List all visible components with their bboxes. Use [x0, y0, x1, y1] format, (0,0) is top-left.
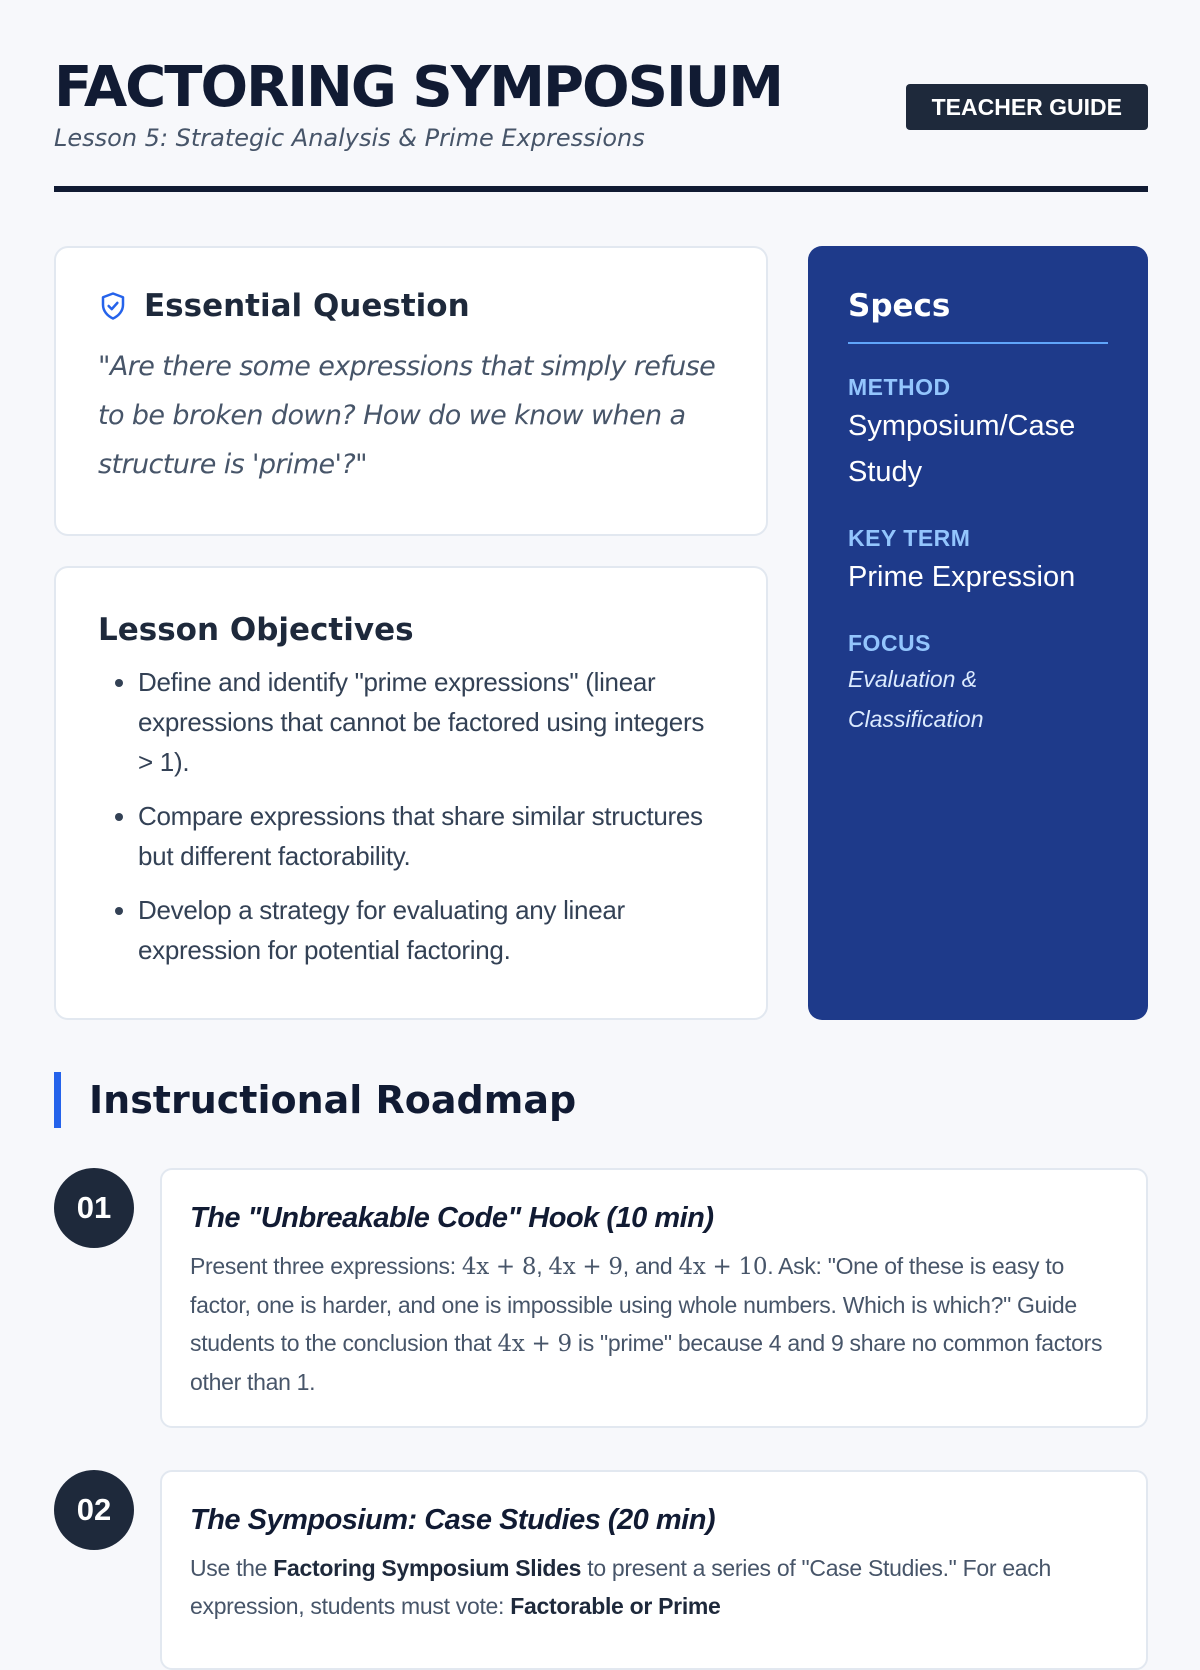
roadmap-step-card [160, 1470, 1148, 1670]
step-title: The Symposium: Case Studies (20 min) [190, 1504, 716, 1536]
specs-panel [808, 246, 1148, 1020]
roadmap-heading: Instructional Roadmap [54, 1072, 576, 1128]
step-text: . Ask: "One of these is easy to factor, one is harder, and one is impossible using whole numbers. Which is which?" Guide students to the conclusion that [190, 1253, 1077, 1356]
specs-title: Specs [848, 288, 1108, 344]
focus-value: Evaluation & Classification [848, 666, 984, 732]
lesson-objectives-card [54, 566, 768, 1020]
page-subtitle: Lesson 5: Strategic Analysis & Prime Expressions [54, 124, 645, 152]
shield-check-icon [98, 291, 128, 321]
step-text: Present three expressions: [190, 1253, 462, 1279]
step-number-badge: 02 [54, 1470, 134, 1550]
slides-reference: Factoring Symposium Slides [273, 1555, 582, 1581]
objective-item: • Compare expressions that share similar structures but different factorability. [138, 796, 724, 876]
lesson-objectives-heading: Lesson Objectives [98, 612, 414, 648]
step-text: , and [622, 1253, 679, 1279]
step-title: The "Unbreakable Code" Hook (10 min) [190, 1202, 714, 1234]
math-expression: 4x + 9 [548, 1254, 623, 1280]
page-title: FACTORING SYMPOSIUM [54, 55, 782, 120]
key-term-value: Prime Expression [848, 561, 1076, 593]
math-expression: 4x + 8 [461, 1254, 537, 1280]
essential-question-text: "Are there some expressions that simply refuse to be broken down? How do we know when a structure is 'prime'?" [98, 351, 716, 480]
objective-item: • Define and identify "prime expressions" (linear expressions that cannot be factored using integers > 1). [138, 662, 724, 782]
header-divider [54, 186, 1148, 192]
teacher-guide-badge: TEACHER GUIDE [906, 84, 1148, 130]
page-header [54, 50, 1148, 152]
step-body [190, 1549, 1118, 1625]
roadmap-step-card [160, 1168, 1148, 1428]
essential-question-heading [98, 288, 724, 324]
objectives-list [98, 662, 724, 970]
step-text: , [536, 1253, 549, 1279]
vote-options: Factorable or Prime [510, 1593, 721, 1619]
step-text: Use the [190, 1555, 274, 1581]
step-number-badge: 01 [54, 1168, 134, 1248]
math-expression: 4x + 9 [497, 1331, 572, 1357]
objective-item: • Develop a strategy for evaluating any linear expression for potential factoring. [138, 890, 724, 970]
step-text: is "prime" because 4 and 9 share no common factors other than 1. [190, 1330, 1103, 1395]
focus-label: FOCUS [848, 630, 931, 656]
step-body [190, 1247, 1118, 1401]
key-term-label: KEY TERM [848, 525, 971, 551]
method-value: Symposium/Case Study [848, 410, 1076, 488]
method-label: METHOD [848, 374, 951, 400]
step-text: to present a series of "Case Studies." For each expression, students must vote: [190, 1555, 1051, 1619]
essential-question-card [54, 246, 768, 536]
math-expression: 4x + 10 [678, 1254, 768, 1280]
essential-question-title: Essential Question [144, 288, 470, 324]
